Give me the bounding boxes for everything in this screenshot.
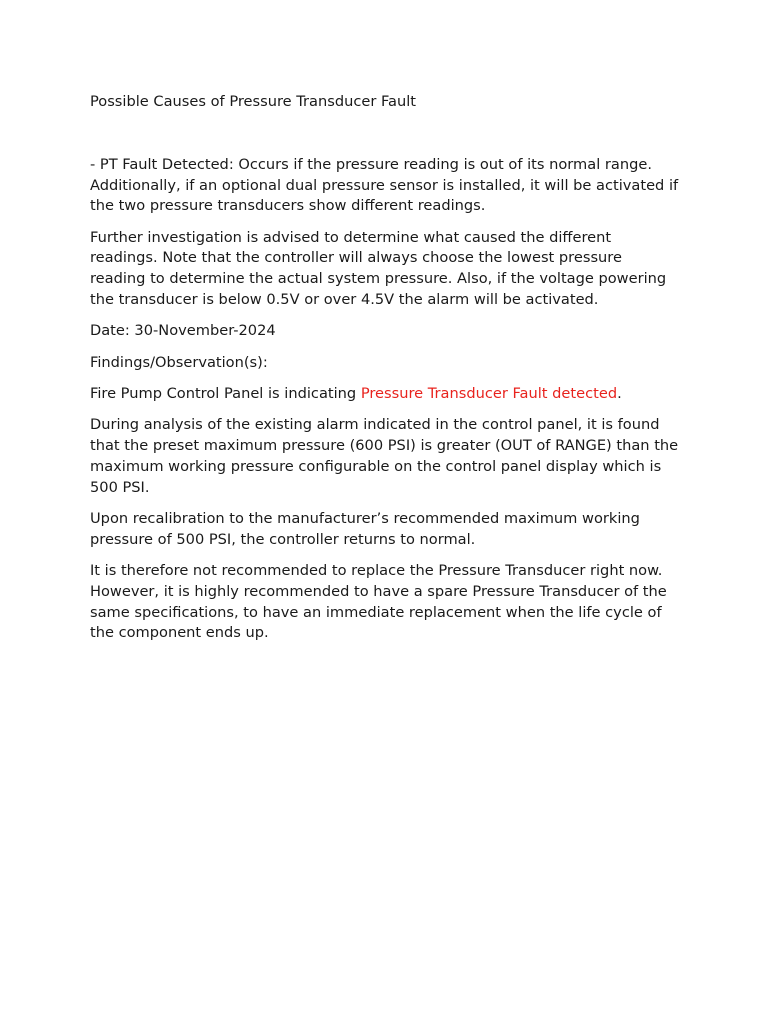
fault-highlight: Pressure Transducer Fault detected [360,384,618,402]
paragraph-recommendation: It is therefore not recommended to replace the Pressure Transducer right now. However, it is highly recommended to have a spare Pressure Transducer of the same specifications, to have an immediate replacement when the life cycle of the component ends up. [90,562,667,642]
paragraph-pt-fault: - PT Fault Detected: Occurs if the pressure reading is out of its normal range. Additionally, if an optional dual pressure sensor is installed, it will be activated if the two pressure transducers show different readings. [90,155,679,215]
paragraph-investigation: Further investigation is advised to determine what caused the different readings. Note that the controller will always choose the lowest pressure reading to determine the actual system pressure. Also, if the voltage powering the transducer is below 0.5V or over 4.5V the alarm will be activated. [90,228,667,309]
document-title: Possible Causes of Pressure Transducer Fault [90,93,417,110]
indicating-suffix: . [617,384,622,402]
findings-heading: Findings/Observation(s): [90,353,268,371]
paragraph-analysis: During analysis of the existing alarm indicated in the control panel, it is found that the preset maximum pressure (600 PSI) is greater (OUT of RANGE) than the maximum working pressure configurable on the control panel display which is 500 PSI. [90,416,679,496]
document-body [90,92,682,655]
paragraph-indicating [90,384,682,405]
indicating-prefix: Fire Pump Control Panel is indicating [90,384,361,402]
paragraph-recalibration: Upon recalibration to the manufacturer’s recommended maximum working pressure of 500 PSI, the controller returns to normal. [90,509,640,548]
document-date: Date: 30-November-2024 [90,322,276,340]
